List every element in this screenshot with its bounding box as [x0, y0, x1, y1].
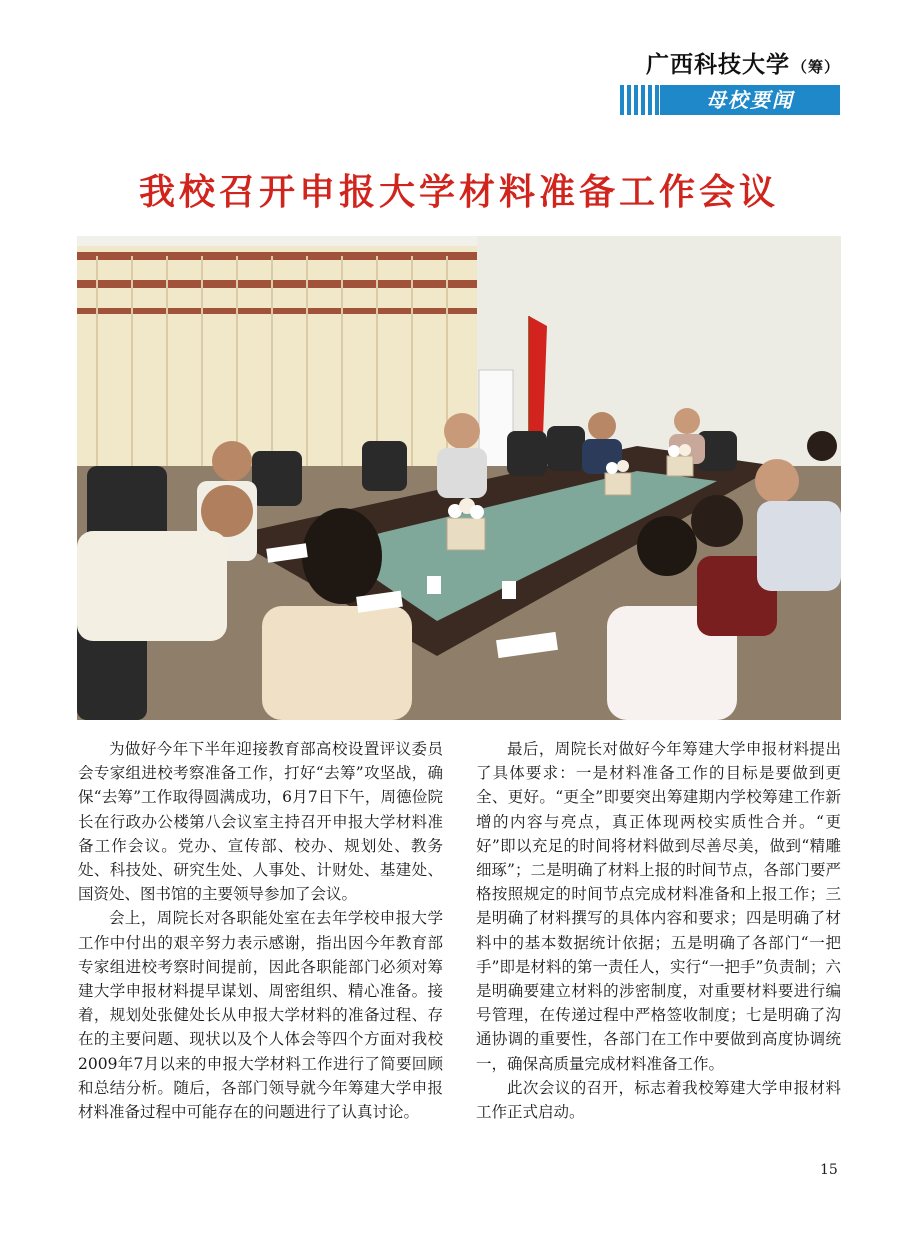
meeting-photo: [77, 236, 841, 720]
body-paragraph: 会上，周院长对各职能处室在去年学校申报大学工作中付出的艰辛努力表示感谢，指出因今年教育部专家组进校考察时间提前，因此各职能部门必须对筹建大学申报材料提早谋划、周密组织、精心准备。接着，规划处张健处长从申报大学材料的准备过程、存在的主要问题、现状以及个人体会等四个方面对我校2009年7月以来的申报大学材料工作进行了简要回顾和总结分析。随后，各部门领导就今年筹建大学申报材料准备过程中可能存在的问题进行了认真讨论。: [78, 909, 443, 1122]
article-title: 我校召开申报大学材料准备工作会议: [138, 171, 779, 213]
publication-header: [620, 46, 840, 115]
stripes-decoration: [620, 85, 660, 115]
page-number: 15: [820, 1162, 838, 1178]
body-column-right: [476, 737, 841, 1124]
meeting-photo-illustration: [77, 236, 841, 720]
publication-volume: （筹）: [791, 58, 840, 76]
publication-name: 广西科技大学: [645, 51, 790, 78]
section-label: 母校要闻: [660, 85, 840, 115]
publication-title: [620, 46, 840, 79]
body-paragraph: 为做好今年下半年迎接教育部高校设置评议委员会专家组进校考察准备工作，打好“去筹”攻坚战，确保“去筹”工作取得圆满成功，6月7日下午，周德俭院长在行政办公楼第八会议室主持召开申报大学材料准备工作会议。党办、宣传部、校办、规划处、教务处、科技处、研究生处、人事处、计财处、基建处、国资处、图书馆的主要领导参加了会议。: [78, 740, 443, 904]
body-column-left: [78, 737, 443, 1124]
section-banner: [620, 85, 840, 115]
body-paragraph: 此次会议的召开，标志着我校筹建大学申报材料工作正式启动。: [476, 1078, 841, 1122]
body-paragraph: 最后，周院长对做好今年筹建大学申报材料提出了具体要求：一是材料准备工作的目标是要做到更全、更好。“更全”即要突出筹建期内学校筹建工作新增的内容与亮点，真正体现两校实质性合并。“更好”即以充足的时间将材料做到尽善尽美，做到“精雕细琢”；二是明确了材料上报的时间节点，各部门要严格按照规定的时间节点完成材料准备和上报工作；三是明确了材料撰写的具体内容和要求；四是明确了材料中的基本数据统计依据；五是明确了各部门“一把手”即是材料的第一责任人，实行“一把手”负责制；六是明确要建立材料的涉密制度，对重要材料要进行编号管理，在传递过程中严格签收制度；七是明确了沟通协调的重要性，各部门在工作中要做到高度协调统一，确保高质量完成材料准备工作。: [476, 740, 841, 1073]
